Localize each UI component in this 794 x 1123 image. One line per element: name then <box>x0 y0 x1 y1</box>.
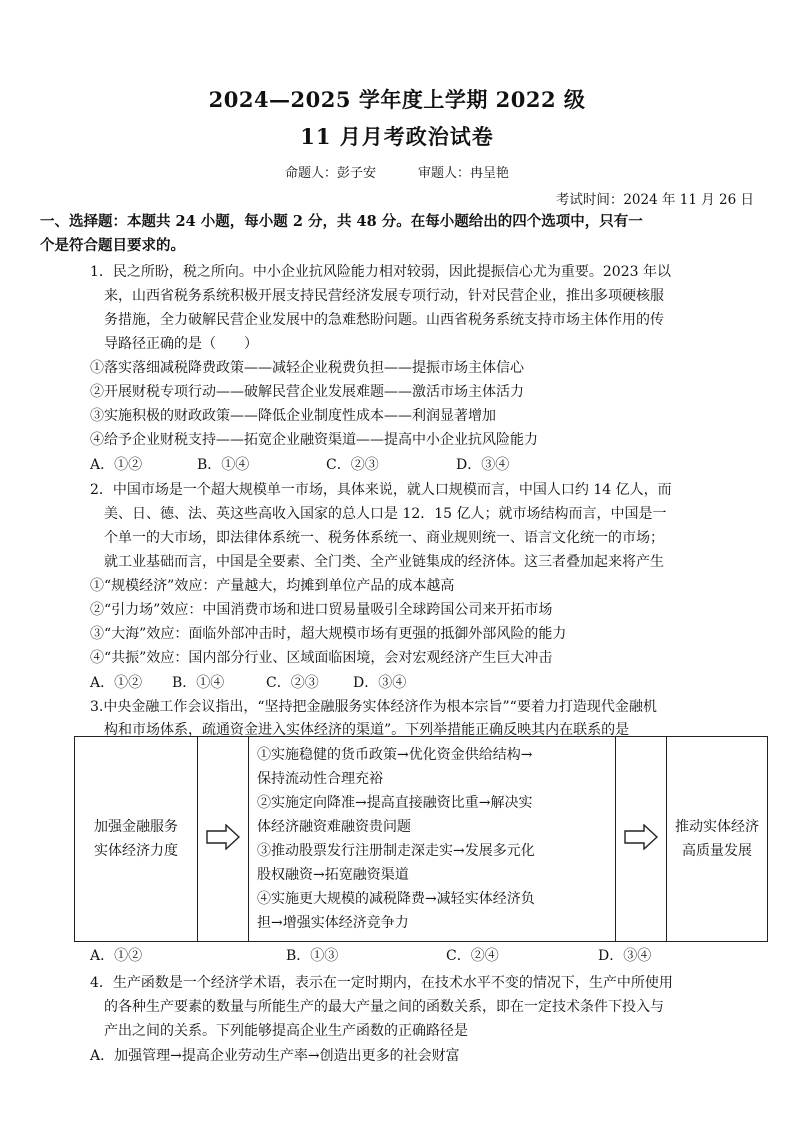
q3-options <box>90 946 730 966</box>
exam-title: 2024—2025 学年度上学期 2022 级 <box>208 87 586 112</box>
q1-option-a[interactable]: A．①② <box>90 457 143 473</box>
q4-stem-line: 产出之间的关系。下列能够提高企业生产函数的正确路径是 <box>104 1023 468 1039</box>
q1-option-b[interactable]: B．①④ <box>197 457 250 473</box>
right-arrow-icon <box>206 824 240 850</box>
q3-option-d[interactable]: D．③④ <box>598 948 652 964</box>
q2-item: ①“规模经济”效应：产量越大，均摊到单位产品的成本越高 <box>90 578 455 594</box>
q3-arrow-cell <box>616 737 667 942</box>
q3-middle-box <box>249 737 616 942</box>
q3-left-box <box>75 737 198 942</box>
q3-middle-line: 体经济融资难融资贵问题 <box>257 819 411 835</box>
q1-item: ④给予企业财税支持——拓宽企业融资渠道——提高中小企业抗风险能力 <box>90 432 538 448</box>
q1-stem-line: 务措施，全力破解民营企业发展中的急难愁盼问题。山西省税务系统支持市场主体作用的传 <box>104 312 664 328</box>
q3-right-text: 推动实体经济 <box>675 819 759 835</box>
q2-stem-line: 就工业基础而言，中国是全要素、全门类、全产业链集成的经济体。这三者叠加起来将产生 <box>104 554 664 570</box>
q1-option-c[interactable]: C．②③ <box>326 457 379 473</box>
right-arrow-icon <box>624 824 658 850</box>
q2-stem-line: 2．中国市场是一个超大规模单一市场，具体来说，就人口规模而言，中国人口约 14 亿人，而 <box>90 482 672 498</box>
q4-option-a[interactable]: A．加强管理→提高企业劳动生产率→创造出更多的社会财富 <box>90 1048 460 1064</box>
section-heading-line1: 一、选择题：本题共 24 小题，每小题 2 分，共 48 分。在每小题给出的四个选项中，只有一 <box>40 213 643 230</box>
setter-label: 命题人：彭子安 <box>284 166 376 181</box>
q3-left-text: 加强金融服务 <box>94 819 178 835</box>
q4-stem-line: 4．生产函数是一个经济学术语，表示在一定时期内，在技术水平不变的情况下，生产中所使用 <box>90 975 673 991</box>
q3-option-b[interactable]: B．①③ <box>286 948 339 964</box>
section-heading-line2: 个是符合题目要求的。 <box>40 237 185 254</box>
q2-item: ②“引力场”效应：中国消费市场和进口贸易量吸引全球跨国公司来开拓市场 <box>90 602 553 618</box>
q3-diagram-table <box>74 736 768 942</box>
q2-option-a[interactable]: A．①② <box>90 675 143 691</box>
q3-option-a[interactable]: A．①② <box>90 948 143 964</box>
q4-stem-line: 的各种生产要素的数量与所能生产的最大产量之间的函数关系，即在一定技术条件下投入与 <box>104 999 664 1015</box>
q3-middle-line: ①实施稳健的货币政策→优化资金供给结构→ <box>257 747 533 763</box>
q2-option-c[interactable]: C．②③ <box>266 675 319 691</box>
q1-stem-line: 导路径正确的是（ ） <box>104 336 258 352</box>
q1-stem-line: 1．民之所盼，税之所向。中小企业抗风险能力相对较弱，因此提振信心尤为重要。2023 年以 <box>90 264 671 280</box>
q3-left-text: 实体经济力度 <box>94 843 178 859</box>
q2-item: ③“大海”效应：面临外部冲击时，超大规模市场有更强的抵御外部风险的能力 <box>90 626 567 642</box>
q3-option-c[interactable]: C．②④ <box>446 948 499 964</box>
q1-item: ①落实落细减税降费政策——减轻企业税费负担——提振市场主体信心 <box>90 360 524 376</box>
q3-middle-line: 担→增强实体经济竞争力 <box>257 915 409 931</box>
q3-stem-line: 3.中央金融工作会议指出，“坚持把金融服务实体经济作为根本宗旨”“要着力打造现代金融机 <box>90 699 657 715</box>
q3-arrow-cell <box>198 737 249 942</box>
q2-option-d[interactable]: D．③④ <box>353 675 407 691</box>
q2-item: ④“共振”效应：国内部分行业、区域面临困境，会对宏观经济产生巨大冲击 <box>90 650 553 666</box>
q2-stem-line: 个单一的大市场，即法律体系统一、税务体系统一、商业规则统一、语言文化统一的市场； <box>104 530 664 546</box>
q3-right-text: 高质量发展 <box>682 843 752 859</box>
q1-stem-line: 来，山西省税务系统积极开展支持民营经济发展专项行动，针对民营企业，推出多项硬核服 <box>104 288 664 304</box>
q2-option-b[interactable]: B．①④ <box>172 675 225 691</box>
exam-time: 考试时间：2024 年 11 月 26 日 <box>555 192 754 208</box>
q2-options <box>90 673 690 693</box>
q3-middle-line: ③推动股票发行注册制走深走实→发展多元化 <box>257 843 535 859</box>
q3-middle-line: ④实施更大规模的减税降费→减轻实体经济负 <box>257 891 535 907</box>
q3-right-box <box>667 737 768 942</box>
q3-middle-line: 股权融资→拓宽融资渠道 <box>257 867 409 883</box>
q1-option-d[interactable]: D．③④ <box>456 457 510 473</box>
exam-subtitle: 11 月月考政治试卷 <box>300 124 494 149</box>
authors-line <box>0 162 794 181</box>
q1-item: ③实施积极的财政政策——降低企业制度性成本——利润显著增加 <box>90 408 496 424</box>
q3-middle-line: ②实施定向降准→提高直接融资比重→解决实 <box>257 795 533 811</box>
q3-stem-line: 构和市场体系，疏通资金进入实体经济的渠道”。下列举措能正确反映其内在联系的是 <box>104 722 630 738</box>
q2-stem-line: 美、日、德、法、英这些高收入国家的总人口是 12．15 亿人；就市场结构而言，中国是一 <box>104 506 667 522</box>
q1-options <box>90 455 690 475</box>
q3-middle-line: 保持流动性合理充裕 <box>257 771 383 787</box>
reviewer-label: 审题人：冉呈艳 <box>418 166 510 181</box>
q1-item: ②开展财税专项行动——破解民营企业发展难题——激活市场主体活力 <box>90 384 524 400</box>
